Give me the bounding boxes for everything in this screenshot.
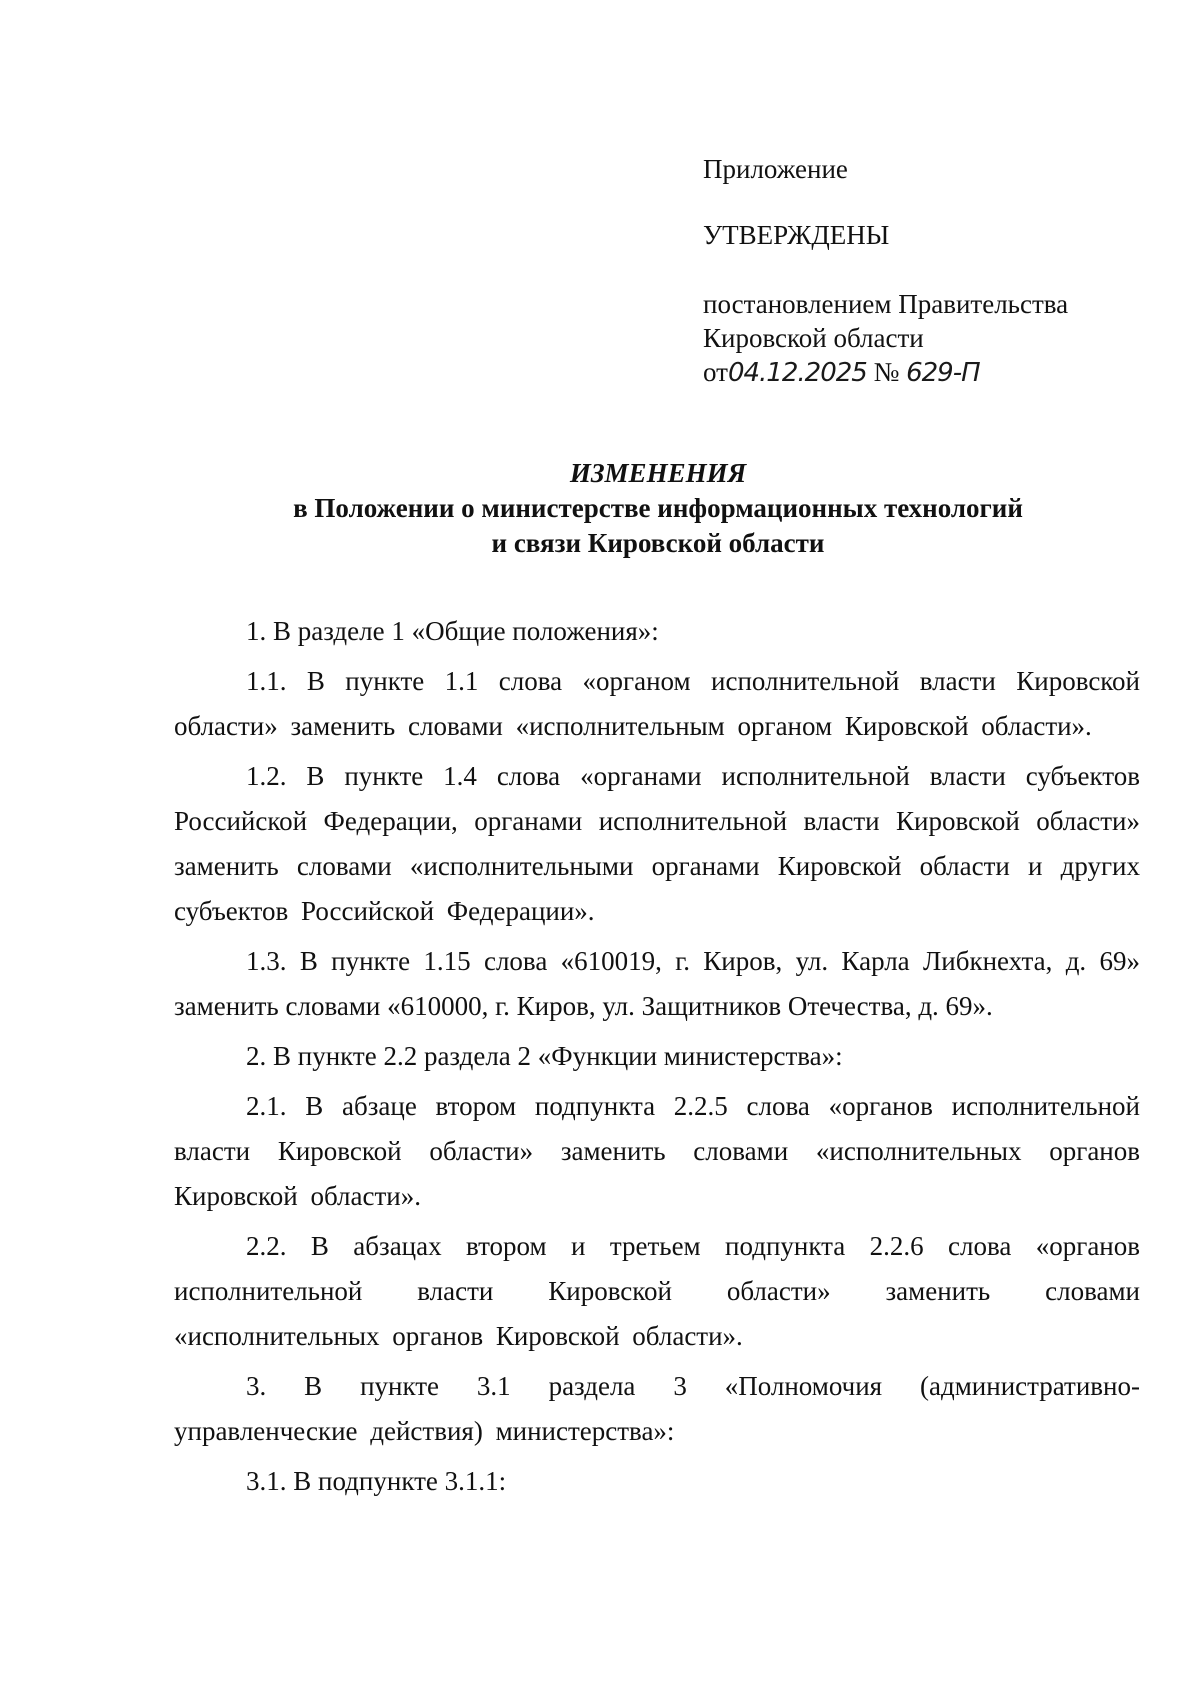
- paragraph-2-1: 2.1. В абзаце втором подпункта 2.2.5 слова «органов исполнительной власти Кировской области» заменить словами «исполнительных органов Кировской области».: [174, 1091, 1140, 1211]
- heading-title: ИЗМЕНЕНИЯ: [569, 458, 747, 488]
- approved-label: УТВЕРЖДЕНЫ: [703, 220, 890, 250]
- paragraph-2-2: 2.2. В абзацах втором и третьем подпункта 2.2.6 слова «органов исполнительной власти Кировской области» заменить словами «исполнительных органов Кировской области».: [174, 1231, 1140, 1351]
- paragraph-1-3: 1.3. В пункте 1.15 слова «610019, г. Киров, ул. Карла Либкнехта, д. 69» заменить словами «610000, г. Киров, ул. Защитников Отечества, д. 69».: [174, 946, 1140, 1021]
- paragraph-2: 2. В пункте 2.2 раздела 2 «Функции министерства»:: [246, 1041, 843, 1071]
- decree-line-2: Кировской области: [703, 323, 924, 353]
- paragraph-1-2: 1.2. В пункте 1.4 слова «органами исполнительной власти субъектов Российской Федерации, органами исполнительной власти Кировской области» заменить словами «исполнительными органами Кировской области и других субъектов Российской Федерации».: [174, 761, 1140, 926]
- paragraph-3: 3. В пункте 3.1 раздела 3 «Полномочия (административно-управленческие действия) министерства»:: [174, 1371, 1140, 1446]
- number-sign: №: [873, 357, 900, 387]
- appendix-label: Приложение: [703, 154, 848, 184]
- document-heading: [0, 456, 1200, 561]
- paragraph-3-1: 3.1. В подпункте 3.1.1:: [246, 1466, 507, 1496]
- decree-line-1: постановлением Правительства: [703, 289, 1069, 319]
- approval-block: [703, 152, 1123, 390]
- handwritten-date: 04.12.2025: [727, 358, 867, 388]
- paragraph-1: 1. В разделе 1 «Общие положения»:: [246, 616, 659, 646]
- decree-date-number: [703, 355, 1123, 390]
- document-body: [174, 609, 1140, 1509]
- heading-subtitle-line-2: и связи Кировской области: [491, 528, 825, 558]
- date-prefix: от: [703, 357, 728, 387]
- paragraph-1-1: 1.1. В пункте 1.1 слова «органом исполнительной власти Кировской области» заменить словами «исполнительным органом Кировской области».: [174, 666, 1140, 741]
- handwritten-number: 629-П: [906, 358, 980, 388]
- heading-subtitle-line-1: в Положении о министерстве информационных технологий: [293, 493, 1023, 523]
